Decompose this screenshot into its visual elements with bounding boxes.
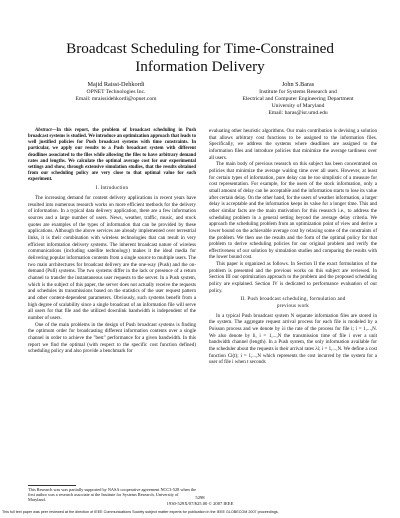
peer-review-note: This full text paper was peer reviewed at the direction of IEEE Communications Society subject matter experts for publication in the IEEE GLOBECOM 2007 proceedings. <box>2 510 279 514</box>
author-2-email: Email: baras@isr.umd.edu <box>268 110 328 116</box>
right-column <box>209 128 377 366</box>
author-1-affiliation: OPNET Technologies Inc. <box>86 89 146 95</box>
footnote-rule <box>28 485 76 486</box>
paper-title <box>0 40 400 76</box>
paragraph-right-2: The main body of previous research on this subject has been concentrated on policies that minimize the average waiting time over all users. However, at least for certain types of information, pure delay can be too simplistic of a measure for cost representation. For example, for the users of the stock information, only a small amount of delay can be acceptable and the information starts to lose its value after certain delay. On the other hand, for the users of weather information, a larger delay is acceptable and the information keeps its value for a longer time. This and other similar facts are the main motivation for this research i.e., to address the scheduling problem in a general setting beyond the average delay criteria. We approach the scheduling problem from an optimization point of view and derive a lower bound on the achievable average cost by relaxing some of the constraints of the problem. We then use the results and the form of the optimal policy for that problem to derive scheduling policies for our original problem and verify the effectiveness of our solution by simulation studies and comparing the results with the lower bound cost. <box>209 161 377 261</box>
section-1-heading: I. Introduction <box>95 186 129 192</box>
abstract-label: Abstract <box>35 128 52 133</box>
page-footer <box>0 495 400 506</box>
section-2-heading <box>209 297 377 310</box>
paragraph-intro-2: One of the main problems in the design of Push broadcast systems is finding the optimum order for broadcasting different information contents over a single channel in order to achieve the "best" performance for a given bandwidth. In this report we find the optimal (with respect to the specific cost function defined) scheduling policy and also provide a benchmark for <box>28 321 196 355</box>
author-2-affiliation-1: Institute for Systems Research and <box>259 89 337 95</box>
title-line-1: Broadcast Scheduling for Time-Constrained <box>66 40 334 57</box>
author-2 <box>208 81 388 117</box>
author-2-affiliation-3: University of Maryland <box>271 103 325 109</box>
section-2-heading-line-1: II. Push broadcast scheduling, formulation and <box>240 297 346 303</box>
author-1 <box>26 81 206 103</box>
footnote: This Research was was partially supported by NASA cooperative agreement NCC3-528 when the first author was a research associate at the Institute for Systems Research, University of Maryland. <box>28 487 197 502</box>
abstract <box>28 128 196 183</box>
paragraph-right-3: This paper is organized as follows. In Section II the exact formulation of the problem is presented and the previous works on this subject are reviewed. In Section III our optimization approach to the problem and the proposed scheduling policy are explained. Section IV is dedicated to performance evaluation of our policy. <box>209 261 377 294</box>
title-line-2: Information Delivery <box>135 58 265 75</box>
page-number: 5298 <box>195 495 205 500</box>
paragraph-intro-1: The increasing demand for content delivery applications in recent years have resulted into numerous research works on more efficient methods for the delivery of information. In a typical data delivery application, there are a few information sources and a large number of users. News, weather, traffic, music, and stock quotes are examples of the types of information that can be provided by these applications. Although the above services are already implemented over terrestrial links, it is their combination with wireless technologies that can result in very efficient information delivery systems. The inherent broadcast nature of wireless communications (including satellite technology) makes it the ideal media for delivering popular information contents from a single source to multiple users. The two main architectures for broadcast delivery are the one-way (Push) and the on-demand (Pull) systems. The two systems differ in the lack or presence of a return channel to transfer the instantaneous user requests to the server. In a Push system, which is the subject of this paper, the server does not actually receive the requests and schedules its transmissions based on the statistics of the user request pattern and other content-dependent parameters. Obviously, such systems benefit from a high degree of scalability since a single broadcast of an information file will serve all users for that file and the utilized downlink bandwidth is independent of the number of users. <box>28 195 196 321</box>
paragraph-right-1: evaluating other heuristic algorithms. Our main contribution is devising a solution that allows arbitrary cost functions to be assigned to the information files. Specifically, we address the systems where deadlines are assigned to the information files and introduce policies that minimize the average tardiness over all users. <box>209 128 377 161</box>
section-2-heading-line-2: previous work <box>277 304 309 310</box>
abstract-text: —In this report, the problem of broadcast scheduling in Push broadcast systems is studied. We introduce an optimization approach that leads to well justified policies for Push broadcast systems with time constraints. In particular, we apply our results to a Push broadcast system with different deadlines associated to the files while allowing the files to have arbitrary demand rates and lengths. We calculate the optimal average cost for our experimental settings and show, through extensive simulation studies, that the results obtained from our scheduling policy are very close to that optimal value for such experiment. <box>28 128 196 183</box>
author-1-email: Email: mraissidehkordi@opnet.com <box>75 96 157 102</box>
author-2-name: John S.Baras <box>281 81 315 88</box>
author-1-name: Majid Raissi-Dehkordi <box>87 81 145 88</box>
left-column <box>28 128 196 355</box>
paragraph-formulation: In a typical Push broadcast system N separate information files are stored in the system. The aggregate request arrival process for each file is modeled by a Poisson process and we denote by λi the rate of the process for file i; i = 1,...,N. We also denote by li, i = 1,...,N the transmission time of file i over a unit bandwidth channel (length). In a Push system, the only information available for the scheduler about the requests is their arrival rates λi; i = 1,...,N. We define a cost function Ci(t); i = 1,...,N which represents the cost incurred by the system for a user of file i when t seconds <box>209 312 377 366</box>
author-2-affiliation-2: Electrical and Computer Engineering Department <box>242 96 354 102</box>
isbn-line: 1930-529X/07/$25.00 © 2007 IEEE <box>166 500 234 506</box>
